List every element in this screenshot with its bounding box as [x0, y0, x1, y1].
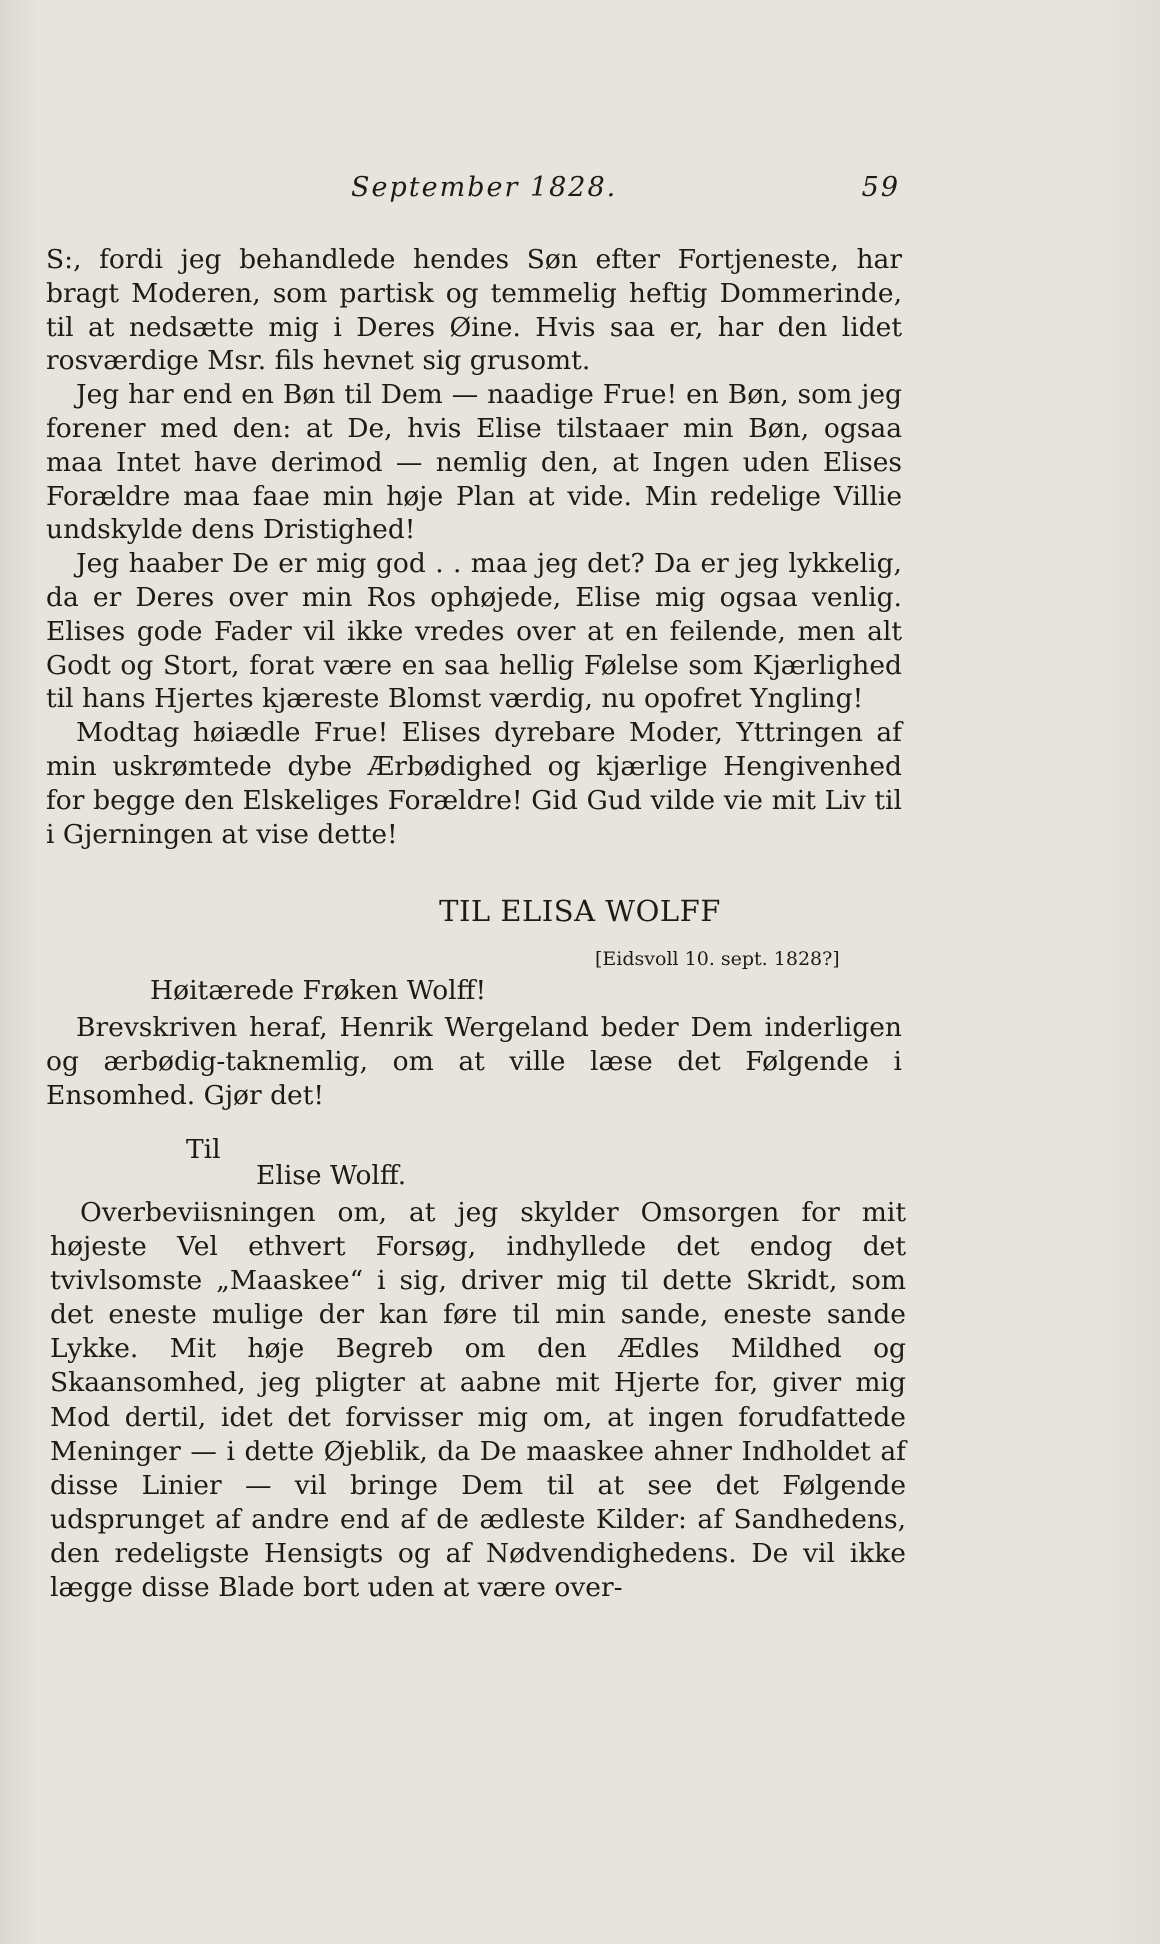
page-number: 59	[861, 172, 900, 203]
running-head	[46, 172, 900, 212]
paragraph: Brevskriven heraf, Henrik Wergeland beder Dem inderligen og ærbødig-taknemlig, om at ville læse det Følgende i Ensomhed. Gjør det!	[46, 1012, 902, 1111]
salutation: Høitærede Frøken Wolff!	[150, 975, 487, 1006]
section-heading: TIL ELISA WOLFF	[439, 894, 721, 928]
letter-continuation	[46, 243, 902, 851]
dateline: [Eidsvoll 10. sept. 1828?]	[595, 948, 840, 970]
address-line: Til	[186, 1134, 221, 1165]
paragraph: Jeg har end en Bøn til Dem — naadige Frue! en Bøn, som jeg forener med den: at De, hvis Elise tilstaaer min Bøn, ogsaa maa Intet have derimod — nemlig den, at Ingen uden Elises Forældre maa faae min høje Plan at vide. Min redelige Villie undskylde dens Dristighed!	[46, 379, 902, 546]
paragraph: S:, fordi jeg behandlede hendes Søn efter Fortjeneste, har bragt Moderen, som partisk og temmelig heftig Dommerinde, til at nedsætte mig i Deres Øine. Hvis saa er, har den lidet rosværdige Msr. fils hevnet sig grusomt.	[46, 244, 902, 377]
address-name: Elise Wolff.	[256, 1160, 407, 1191]
paragraph: Overbeviisningen om, at jeg skylder Omsorgen for mit højeste Vel ethvert Forsøg, indhyllede det endog det tvivlsomste „Maaskee“ i sig, driver mig til dette Skridt, som det eneste mulige der kan føre til min sande, eneste sande Lykke. Mit høje Begreb om den Ædles Mildhed og Skaansomhed, jeg pligter at aabne mit Hjerte for, giver mig Mod dertil, idet det forvisser mig om, at ingen forudfattede Meninger — i dette Øjeblik, da De maaskee ahner Indholdet af disse Linier — vil bringe Dem til at see det Følgende udsprunget af andre end af de ædleste Kilder: af Sandhedens, den redeligste Hensigts og af Nødvendighedens. De vil ikke lægge disse Blade bort uden at være over-	[50, 1197, 906, 1604]
running-head-title: September 1828.	[351, 172, 618, 203]
letter-body	[50, 1196, 906, 1605]
letter-intro	[46, 1011, 902, 1113]
paragraph: Jeg haaber De er mig god . . maa jeg det? Da er jeg lykkelig, da er Deres over min Ros ophøjede, Elise mig ogsaa venlig. Elises gode Fader vil ikke vredes over at en feilende, men alt Godt og Stort, forat være en saa hellig Følelse som Kjærlighed til hans Hjertes kjæreste Blomst værdig, nu opofret Yngling!	[46, 548, 902, 715]
paragraph: Modtag høiædle Frue! Elises dyrebare Moder, Yttringen af min uskrømtede dybe Ærbødighed og kjærlige Hengivenhed for begge den Elskeliges Forældre! Gid Gud vilde vie mit Liv til i Gjerningen at vise dette!	[46, 717, 902, 850]
